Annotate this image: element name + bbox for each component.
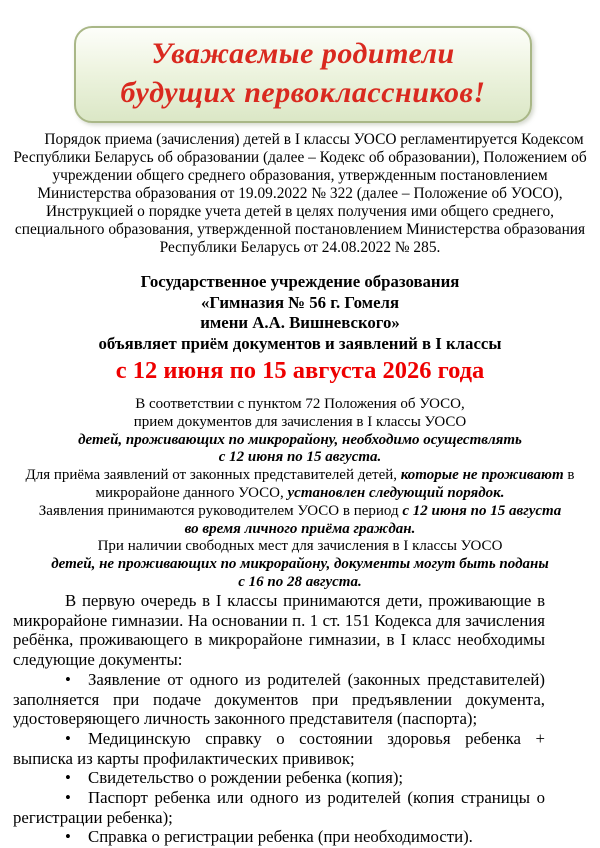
header-banner xyxy=(74,26,532,123)
rule-line xyxy=(8,538,592,556)
list-item xyxy=(13,788,545,827)
admission-dates: с 12 июня по 15 августа 2026 года xyxy=(115,357,485,384)
rule-text: в xyxy=(563,467,575,484)
heading-announcement: объявляет приём документов и заявлений в I классы xyxy=(98,333,502,353)
bullet-icon: • xyxy=(65,669,71,689)
bullet-icon: • xyxy=(65,788,71,808)
list-item-text: Паспорт ребенка или одного из родителей (копия страницы о регистрации ребенка); xyxy=(13,788,545,827)
school-heading xyxy=(12,272,588,354)
rule-text: В соответствии с пунктом 72 Положения об УОСО, xyxy=(135,396,465,412)
rule-emphasis: во время личного приёма граждан. xyxy=(184,520,416,537)
rule-emphasis: с 16 по 28 августа. xyxy=(238,573,362,590)
rule-line xyxy=(8,449,592,467)
rule-text: прием документов для зачисления в I классы УОСО xyxy=(133,413,467,430)
rule-line xyxy=(8,521,592,539)
rule-emphasis: которые не проживают xyxy=(400,467,564,484)
rule-line xyxy=(8,396,592,414)
bullet-icon: • xyxy=(65,768,71,788)
list-item-text: Медицинскую справку о состоянии здоровья ребенка + выписка из карты профилактических прививок; xyxy=(13,728,545,768)
rule-emphasis: детей, проживающих по микрорайону, необходимо осуществлять xyxy=(78,431,522,448)
list-item xyxy=(13,729,545,768)
rules-section xyxy=(8,396,592,592)
rule-emphasis: детей, не проживающих по микрорайону, документы могут быть поданы xyxy=(51,556,549,573)
rule-emphasis: установлен следующий порядок. xyxy=(287,484,505,501)
rule-line xyxy=(8,432,592,450)
banner-title-line2: будущих первоклассников! xyxy=(120,76,486,109)
heading-named-after: имени А.А. Вишневского» xyxy=(200,313,400,332)
rule-line xyxy=(8,485,592,503)
bullet-icon: • xyxy=(65,827,71,847)
rule-line xyxy=(8,503,592,521)
rule-text: микрорайоне данного УОСО, xyxy=(95,484,288,501)
rule-line xyxy=(8,414,592,432)
documents-section xyxy=(13,591,545,847)
rule-line xyxy=(8,556,592,574)
rule-emphasis: с 12 июня по 15 августа xyxy=(402,502,562,519)
first-priority-paragraph: В первую очередь в I классы принимаются дети, проживающие в микрорайоне гимназии. На основании п. 1 ст. 151 Кодекса для зачисления ребёнка, проживающего в микрорайоне гимназии, в I класс необходимы следующие документы: xyxy=(13,591,545,670)
heading-gymnasium: «Гимназия № 56 г. Гомеля xyxy=(200,292,400,312)
rule-text: Заявления принимаются руководителем УОСО в период xyxy=(38,502,403,519)
rule-text: При наличии свободных мест для зачисления в I классы УОСО xyxy=(97,538,503,555)
rule-line xyxy=(8,574,592,592)
bullet-icon: • xyxy=(65,728,71,748)
intro-paragraph: Порядок приема (зачисления) детей в I классы УОСО регламентируется Кодексом Республики Беларусь об образовании (далее – Кодекс об образовании), Положением об учреждении общего среднего образования, утвержденным постановлением Министерства образования от 19.09.2022 № 322 (далее – Положение об УОСО), Инструкцией о порядке учета детей в целях получения ими общего среднего, специального образования, утвержденной постановлением Министерства образования Республики Беларусь от 24.08.2022 № 285. xyxy=(13,131,587,256)
rule-text: Для приёма заявлений от законных представителей детей, xyxy=(25,467,401,484)
list-item-text: Справка о регистрации ребенка (при необходимости). xyxy=(88,827,473,847)
rule-emphasis: с 12 июня по 15 августа. xyxy=(218,449,382,466)
heading-institution: Государственное учреждение образования xyxy=(140,272,460,291)
list-item xyxy=(13,827,545,847)
list-item xyxy=(13,768,545,788)
list-item-text: Свидетельство о рождении ребенка (копия); xyxy=(88,768,404,788)
list-item xyxy=(13,670,545,729)
list-item-text: Заявление от одного из родителей (законных представителей) заполняется при подаче документов при предъявлении документа, удостоверяющего личность законного представителя (паспорта); xyxy=(13,669,545,729)
banner-title-line1: Уважаемые родители xyxy=(151,37,455,70)
rule-line xyxy=(8,467,592,485)
